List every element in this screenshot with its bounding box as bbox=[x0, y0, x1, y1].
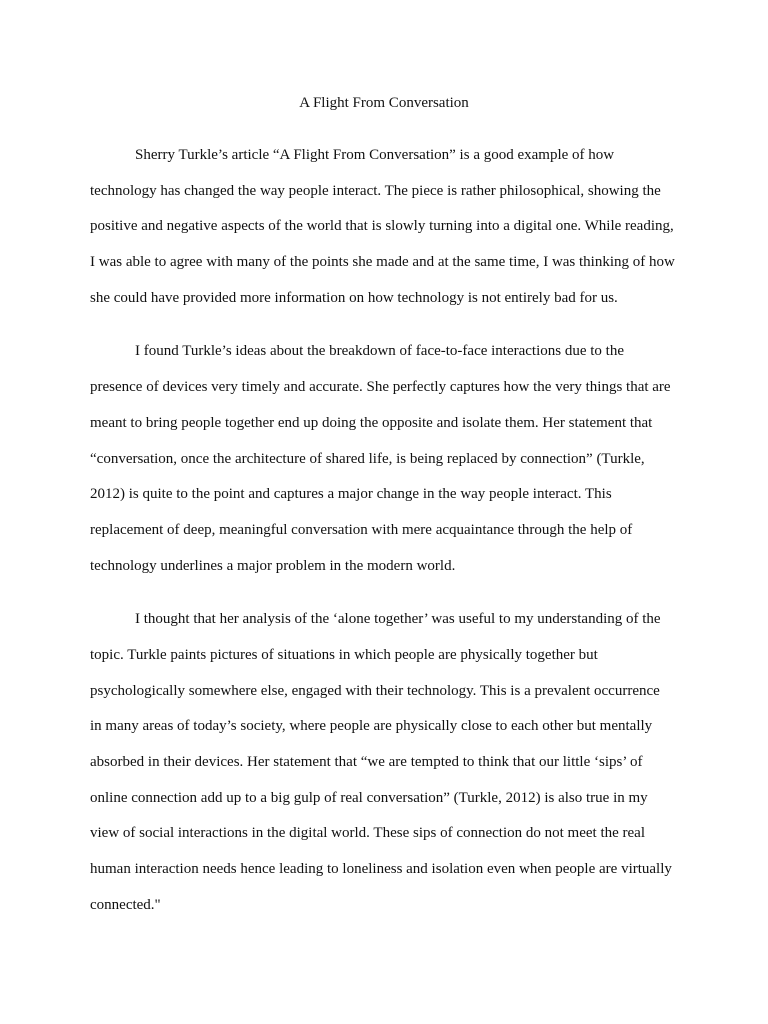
paragraph-line: positive and negative aspects of the world that is slowly turning into a digital one. While reading, bbox=[90, 218, 674, 235]
paragraph-line: meant to bring people together end up doing the opposite and isolate them. Her statement that bbox=[90, 414, 653, 431]
paragraph-line: in many areas of today’s society, where people are physically close to each other but mentally bbox=[90, 718, 653, 735]
paragraph-line: technology has changed the way people interact. The piece is rather philosophical, showing the bbox=[90, 182, 661, 199]
paragraph-line: human interaction needs hence leading to loneliness and isolation even when people are virtually bbox=[90, 861, 672, 878]
paragraph-line: I was able to agree with many of the points she made and at the same time, I was thinking of how bbox=[90, 254, 675, 271]
document-body bbox=[90, 138, 682, 941]
paragraph-line: technology underlines a major problem in the modern world. bbox=[90, 557, 456, 574]
paragraph-line: presence of devices very timely and accurate. She perfectly captures how the very things that are bbox=[90, 379, 671, 396]
paragraph-2 bbox=[90, 334, 682, 584]
paragraph-line: topic. Turkle paints pictures of situations in which people are physically together but bbox=[90, 646, 598, 663]
paragraph-line: Sherry Turkle’s article “A Flight From Conversation” is a good example of how bbox=[135, 147, 615, 163]
paragraph-line: 2012) is quite to the point and captures a major change in the way people interact. This bbox=[90, 486, 612, 503]
paragraph-line: I found Turkle’s ideas about the breakdown of face-to-face interactions due to the bbox=[135, 343, 625, 360]
paragraph-line: “conversation, once the architecture of shared life, is being replaced by connection” (Turkle, bbox=[90, 450, 645, 467]
paragraph-line: psychologically somewhere else, engaged with their technology. This is a prevalent occurrence bbox=[90, 682, 660, 699]
paragraph-line: absorbed in their devices. Her statement that “we are tempted to think that our little ‘sips’ of bbox=[90, 754, 643, 770]
paragraph-line: connected." bbox=[90, 896, 161, 913]
paragraph-3 bbox=[90, 602, 682, 923]
paragraph-1 bbox=[90, 138, 682, 316]
document-title: A Flight From Conversation bbox=[299, 95, 469, 111]
paragraph-line: online connection add up to a big gulp of real conversation” (Turkle, 2012) is also true in my bbox=[90, 789, 648, 806]
paragraph-line: I thought that her analysis of the ‘alone together’ was useful to my understanding of the bbox=[135, 611, 661, 628]
paragraph-line: replacement of deep, meaningful conversation with mere acquaintance through the help of bbox=[90, 521, 633, 538]
paragraph-line: she could have provided more information on how technology is not entirely bad for us. bbox=[90, 289, 618, 306]
paragraph-line: view of social interactions in the digital world. These sips of connection do not meet the real bbox=[90, 825, 645, 842]
